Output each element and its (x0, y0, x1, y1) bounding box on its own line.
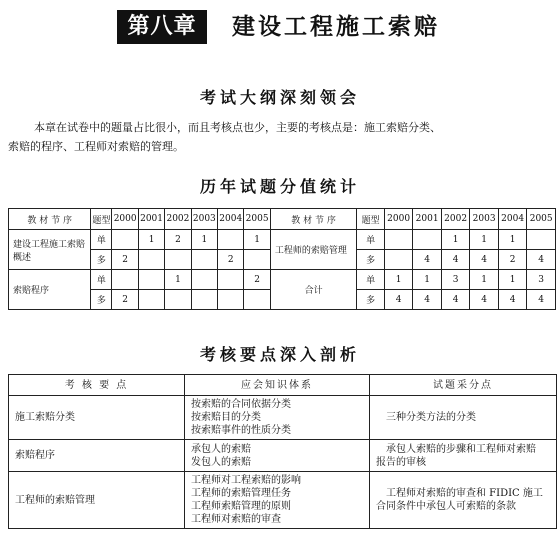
value-cell: 4 (470, 290, 499, 310)
value-cell: 4 (498, 290, 527, 310)
stats-header-row (9, 209, 556, 230)
value-cell (191, 290, 217, 310)
key-point: 施工索赔分类 (9, 396, 185, 440)
value-cell (384, 250, 413, 270)
header-year: 2000 (384, 209, 413, 230)
header-section: 教 材 节 序 (9, 209, 91, 230)
value-cell (244, 290, 270, 310)
type-cell: 单 (91, 270, 112, 290)
header-year: 2002 (441, 209, 470, 230)
header-section: 教 材 节 序 (270, 209, 357, 230)
value-cell: 4 (441, 250, 470, 270)
value-cell: 1 (470, 270, 499, 290)
section-title-outline: 考试大纲深刻领会 (199, 88, 360, 107)
value-cell: 4 (470, 250, 499, 270)
knowledge-item: 工程师对工程索赔的影响 (191, 475, 301, 486)
header-type: 题型 (357, 209, 384, 230)
intro-paragraph (8, 118, 556, 156)
row-label: 建设工程施工索赔概述 (9, 230, 91, 270)
header-year: 2003 (470, 209, 499, 230)
value-cell: 3 (441, 270, 470, 290)
type-cell: 单 (357, 270, 384, 290)
header-year: 2001 (138, 209, 164, 230)
value-cell: 1 (191, 230, 217, 250)
value-cell: 1 (441, 230, 470, 250)
value-cell: 4 (413, 250, 442, 270)
value-cell (165, 290, 191, 310)
value-cell: 2 (165, 230, 191, 250)
value-cell (112, 230, 138, 250)
value-cell (138, 290, 164, 310)
table-row (9, 396, 557, 440)
value-cell: 1 (498, 270, 527, 290)
chapter-title: 建设工程施工索赔 (232, 14, 440, 40)
knowledge-item: 工程师的索赔管理任务 (191, 488, 291, 499)
scoring-item: 报告的审核 (376, 456, 426, 468)
header-year: 2002 (165, 209, 191, 230)
value-cell: 2 (498, 250, 527, 270)
key-point: 索赔程序 (9, 440, 185, 472)
knowledge-item: 工程师索赔管理的原则 (191, 501, 291, 512)
header-year: 2001 (413, 209, 442, 230)
type-cell: 多 (91, 290, 112, 310)
knowledge-list (185, 472, 370, 529)
type-cell: 多 (357, 290, 384, 310)
key-points-table (8, 374, 557, 529)
value-cell: 4 (441, 290, 470, 310)
knowledge-list (185, 440, 370, 472)
header-year: 2004 (498, 209, 527, 230)
row-label: 索赔程序 (9, 270, 91, 310)
value-cell (191, 270, 217, 290)
type-cell: 单 (357, 230, 384, 250)
header-year: 2000 (112, 209, 138, 230)
value-cell (527, 230, 556, 250)
section-title-keypoints: 考核要点深入剖析 (199, 345, 360, 364)
value-cell: 4 (413, 290, 442, 310)
scoring-item: 承包人索赔的步骤和工程师对索赔 (386, 443, 536, 455)
value-cell (112, 270, 138, 290)
value-cell (218, 230, 244, 250)
table-row (9, 440, 557, 472)
header-year: 2005 (244, 209, 270, 230)
value-cell: 2 (218, 250, 244, 270)
value-cell (165, 250, 191, 270)
value-cell: 1 (470, 230, 499, 250)
value-cell (138, 270, 164, 290)
scoring-list (370, 472, 557, 529)
knowledge-item: 按索赔目的分类 (191, 412, 261, 423)
intro-line-1: 本章在试卷中的题量占比很小，而且考核点也少，主要的考核点是：施工索赔分类、 (34, 121, 441, 134)
knowledge-item: 发包人的索赔 (191, 456, 251, 468)
header-year: 2003 (191, 209, 217, 230)
value-cell: 3 (527, 270, 556, 290)
value-cell: 1 (138, 230, 164, 250)
scoring-item: 合同条件中承包人可索赔的条款 (376, 501, 516, 512)
row-label: 合计 (270, 270, 357, 310)
value-cell: 2 (244, 270, 270, 290)
type-cell: 单 (91, 230, 112, 250)
scoring-list (370, 396, 557, 440)
value-cell: 1 (384, 270, 413, 290)
knowledge-item: 承包人的索赔 (191, 443, 251, 455)
knowledge-item: 工程师对索赔的审查 (191, 514, 281, 525)
score-stats-table (8, 208, 556, 310)
header-type: 题型 (91, 209, 112, 230)
type-cell: 多 (91, 250, 112, 270)
scoring-list (370, 440, 557, 472)
value-cell: 4 (527, 250, 556, 270)
table-row (9, 270, 556, 290)
value-cell (244, 250, 270, 270)
knowledge-item: 按索赔的合同依据分类 (191, 399, 291, 410)
row-label: 工程师的索赔管理 (270, 230, 357, 270)
keys-header-row (9, 375, 557, 396)
chapter-number: 第八章 (117, 10, 207, 44)
scoring-item: 三种分类方法的分类 (386, 412, 476, 423)
value-cell: 1 (165, 270, 191, 290)
header-year: 2004 (218, 209, 244, 230)
value-cell (218, 270, 244, 290)
value-cell (413, 230, 442, 250)
table-row (9, 230, 556, 250)
value-cell (218, 290, 244, 310)
table-row (9, 472, 557, 529)
value-cell: 4 (384, 290, 413, 310)
value-cell (384, 230, 413, 250)
type-cell: 多 (357, 250, 384, 270)
header-year: 2005 (527, 209, 556, 230)
value-cell (191, 250, 217, 270)
scoring-item: 工程师对索赔的审查和 FIDIC 施工 (386, 488, 543, 499)
intro-line-2: 索赔的程序、工程师对索赔的管理。 (8, 140, 184, 153)
header-scoring: 试题采分点 (370, 375, 557, 396)
value-cell: 4 (527, 290, 556, 310)
knowledge-list (185, 396, 370, 440)
value-cell (138, 250, 164, 270)
value-cell: 1 (413, 270, 442, 290)
value-cell: 1 (498, 230, 527, 250)
value-cell: 2 (112, 290, 138, 310)
value-cell: 1 (244, 230, 270, 250)
value-cell: 2 (112, 250, 138, 270)
header-knowledge: 应会知识体系 (185, 375, 370, 396)
section-title-stats: 历年试题分值统计 (199, 177, 360, 196)
key-point: 工程师的索赔管理 (9, 472, 185, 529)
header-key-point: 考 核 要 点 (9, 375, 185, 396)
knowledge-item: 按索赔事件的性质分类 (191, 425, 291, 436)
